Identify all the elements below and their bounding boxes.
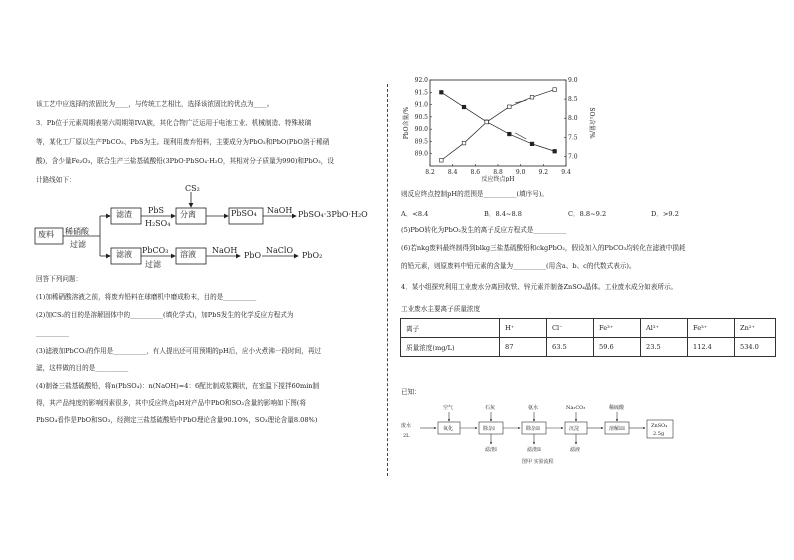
- flow-pbs-label: PbS: [148, 206, 164, 215]
- flow-filtrate-label: 滤液: [116, 250, 132, 259]
- table-header-cell: H⁺: [500, 319, 547, 338]
- data-point-PbO: [553, 149, 557, 153]
- flow-naoh-label: NaOH: [267, 206, 293, 215]
- y-left-axis-label: PbO含量/%: [403, 106, 410, 140]
- flow-filter2-label: 过滤: [145, 260, 161, 269]
- option-c[interactable]: C．8.8~9.2: [568, 210, 607, 218]
- flow-residue-label: 滤渣: [116, 210, 132, 219]
- x-tick-label: 9.2: [538, 169, 549, 176]
- q6-line2: 的铅元素，则原废料中铅元素的含量为__________(用含a、b、c的代数式表示)。: [401, 262, 636, 270]
- y-right-axis-label: SO₃含量/%: [588, 107, 595, 139]
- flow2-remove3: 溶解III: [609, 426, 625, 432]
- y-right-tick-label: 7.0: [568, 153, 578, 161]
- q4-line2: 得，其产品纯度的影响因素很多，其中反应终点pH对产品中PbO和SO₃含量的影响如下图(将: [36, 399, 306, 407]
- flow-acid-label: 稀硝酸: [65, 227, 89, 236]
- table-cell: 63.5: [547, 338, 594, 357]
- table-title: 工业废水主要离子质量浓度: [401, 305, 481, 313]
- flow2-ammonia: 氨水: [528, 405, 539, 411]
- flow-pbo2-label: PbO₂: [302, 251, 323, 260]
- table-header-cell: Fe³⁺: [594, 319, 641, 338]
- flow2-na2co3: Na₂CO₃: [566, 405, 586, 411]
- q5: (5)PbO转化为PbO₂发生的离子反应方程式是__________: [401, 226, 567, 234]
- series-line-SO₃: [441, 90, 554, 161]
- flow-separate-label: 分离: [180, 210, 196, 219]
- q-range: 则反应终点控制pH的范围是__________(填序号)。: [401, 190, 548, 198]
- flow2-res1: 滤渣I: [485, 447, 497, 453]
- data-point-SO₃: [485, 120, 489, 124]
- flow-h2so4-label: H₂SO₄: [145, 219, 171, 228]
- x-tick-label: 8.8: [493, 169, 503, 176]
- y-left-tick-label: 90.5: [414, 113, 428, 121]
- x-tick-label: 8.4: [447, 169, 458, 176]
- data-point-SO₃: [508, 105, 512, 109]
- left-line-2: 3．Pb位于元素周期表第六周期第IVA族，其化合物广泛运用于电池工业、机械制造、特殊玻璃: [36, 119, 312, 127]
- option-a[interactable]: A．<8.4: [401, 210, 429, 218]
- y-left-tick-label: 90.0: [414, 126, 428, 134]
- flow-product1-label: PbSO₄·3PbO·H₂O: [298, 210, 368, 219]
- ph-content-chart: [398, 70, 598, 182]
- q2: (2)加CS₂的目的是溶解固体中的__________(填化学式)，加PbS发生的化学反应方程式为: [36, 311, 294, 319]
- y-right-tick-label: 9.0: [568, 77, 578, 84]
- q1: (1)加稀硝酸溶液之前，将废弃铅料在球磨机中磨成粉末，目的是__________: [36, 293, 257, 301]
- data-point-SO₃: [530, 95, 534, 99]
- flow2-lime: 石灰: [485, 405, 496, 411]
- flow2-oxidize: 氧化: [443, 426, 454, 432]
- data-point-PbO: [508, 132, 512, 136]
- table-cell: 质量浓度(mg/L): [401, 338, 500, 357]
- x-tick-label: 8.6: [470, 169, 481, 176]
- q3: (3)滤液加PbCO₃的作用是__________，有人提出还可用预期的pH后，应小火煮沸一段时间，再过: [36, 347, 322, 355]
- x-tick-label: 9.4: [561, 169, 571, 176]
- flow2-air: 空气: [443, 405, 454, 411]
- flow2-input: 废水: [401, 423, 412, 429]
- y-right-tick-label: 8.5: [568, 96, 578, 104]
- table-cell: 23.5: [641, 338, 688, 357]
- data-point-PbO: [440, 90, 444, 94]
- table-row: [401, 338, 776, 357]
- flow-filter-label: 过滤: [70, 240, 86, 249]
- flow2-volume: 2L: [403, 433, 410, 439]
- option-d[interactable]: D．>9.2: [651, 210, 679, 218]
- q6-line1: (6)若nkg废料最终制得到blkg三盐基硫酸铅和ckgPbO₂，假设加入的PbCO₃均转化在滤液中损耗: [401, 244, 686, 252]
- y-right-tick-label: 7.5: [568, 134, 578, 142]
- x-tick-label: 9.0: [515, 169, 526, 176]
- flow-pbso4-label: PbSO₄: [231, 209, 257, 218]
- q4-intro: 4．某小组探究利用工业废水分离回收铁、锌元素并制备ZnSO₄晶体。工业废水成分如表所示。: [401, 283, 678, 291]
- left-line-3: 等，某化工厂原以生产PbCO₃、PbS为主。现利用废弃铅料，主要成分为PbO₂和PbO(PbO溶于稀硝: [36, 138, 330, 146]
- data-point-SO₃: [462, 141, 466, 145]
- q2-blank: __________: [36, 329, 69, 337]
- flow-pbo-label: PbO: [244, 251, 262, 260]
- pbo-direction-arrow: [515, 133, 526, 139]
- table-cell: 112.4: [688, 338, 735, 357]
- flow-waste-label: 废料: [38, 230, 54, 239]
- data-point-PbO: [530, 142, 534, 146]
- so3-direction-arrow: [515, 100, 526, 103]
- q-intro: 回答下列问题：: [36, 275, 83, 283]
- q4-line1: (4)制备三盐基硫酸铅，将n(PbSO₄)：n(NaOH)=4：6配比制成浆糊状，在室温下搅拌60min制: [36, 382, 320, 390]
- flow2-remove1: 除杂I: [483, 426, 495, 432]
- table-cell: 534.0: [735, 338, 776, 357]
- table-header-row: [401, 319, 776, 338]
- ion-table: [400, 318, 776, 357]
- data-point-PbO: [462, 105, 466, 109]
- series-line-PbO: [441, 92, 554, 151]
- x-tick-label: 8.2: [425, 169, 435, 176]
- left-line-4: 酸)，含少量Fe₂O₃，联合生产三盐基硫酸铅(3PbO·PbSO₄·H₂O，其相对分子质量为990)和PbO₂，设: [36, 157, 334, 165]
- data-point-SO₃: [553, 88, 557, 92]
- table-header-cell: Zn²⁺: [735, 319, 776, 338]
- table-header-cell: Al³⁺: [641, 319, 688, 338]
- flow2-caption: 图甲 实验流程: [522, 459, 554, 465]
- flow-pbco3-label: PbCO₃: [142, 246, 169, 255]
- flow-solution-label: 溶液: [180, 250, 196, 259]
- flow2-remove2: 除杂II: [526, 426, 540, 432]
- y-right-tick-label: 8.0: [568, 115, 578, 123]
- flow-naoh2-label: NaOH: [212, 246, 238, 255]
- known-label: 已知：: [401, 388, 421, 396]
- flow2-res3: 滤液: [570, 447, 581, 453]
- flow2-product: ZnSO₄: [651, 423, 668, 429]
- table-cell: 59.6: [594, 338, 641, 357]
- option-b[interactable]: B．8.4~8.8: [484, 210, 522, 218]
- data-point-SO₃: [440, 158, 444, 162]
- flow-cs2-label: CS₂: [185, 184, 200, 193]
- table-header-cell: Fe³⁺: [688, 319, 735, 338]
- flow2-precip: 沉淀: [569, 426, 580, 432]
- table-header-cell: Cl⁻: [547, 319, 594, 338]
- y-left-tick-label: 89.5: [414, 138, 428, 146]
- left-line-1: 该工艺中应选择的浓固比为____，与传统工艺相比，选择该浓固比的优点为____。: [36, 100, 274, 108]
- flow2-acid: 稀硫酸: [609, 405, 625, 411]
- column-divider: [387, 84, 388, 476]
- y-left-tick-label: 91.5: [414, 89, 428, 97]
- y-left-tick-label: 92.0: [414, 77, 428, 84]
- flow-naclo-label: NaClO: [266, 246, 294, 255]
- flow2-res2: 滤渣II: [527, 447, 541, 453]
- y-left-tick-label: 91.0: [414, 101, 428, 109]
- x-axis-label: 反应终点pH: [481, 176, 515, 182]
- y-left-tick-label: 89.0: [414, 150, 428, 158]
- flow2-mass: 2.5g: [653, 431, 665, 437]
- table-header-cell: 离子: [401, 319, 500, 338]
- q3-cont: 滤，这样做的目的是__________: [36, 364, 129, 372]
- table-cell: 87: [500, 338, 547, 357]
- q4-line3: PbSO₄看作是PbO和SO₃，经测定三盐基硫酸铅中PbO理论含量90.10%，SO₃理论含量8.08%): [36, 416, 318, 424]
- left-line-5: 计路线如下：: [36, 176, 76, 184]
